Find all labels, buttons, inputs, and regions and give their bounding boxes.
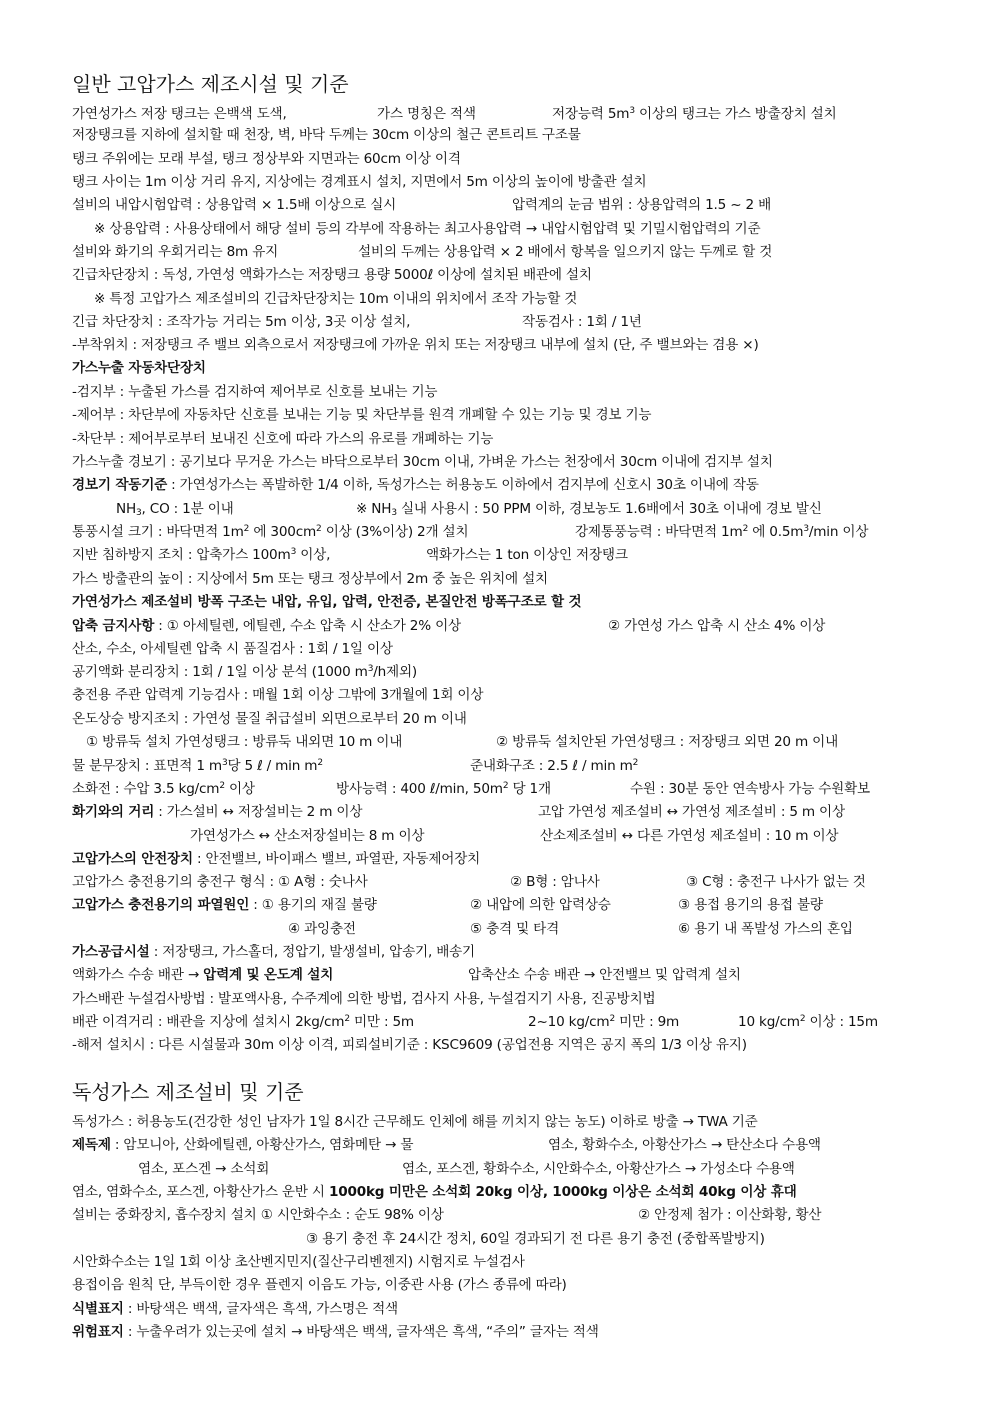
text: 2~10 kg/cm bbox=[528, 1014, 610, 1030]
text: 가스누출 자동차단장치 bbox=[72, 360, 206, 376]
text: 독성가스 : 허용농도(건강한 성인 남자가 1일 8시간 근무해도 인체에 해를 끼치지 않는 농도) 이하로 방출 → TWA 기준 bbox=[72, 1114, 758, 1130]
text: 염소, 포스겐 → 소석회 bbox=[138, 1161, 270, 1177]
text: 저장탱크를 지하에 설치할 때 천장, 벽, 바닥 두께는 30cm 이상의 철근 콘트리트 구조물 bbox=[72, 127, 581, 143]
line bbox=[94, 220, 760, 238]
text: : 가스설비 ↔ 저장설비는 2 m 이상 bbox=[154, 804, 363, 820]
line bbox=[72, 1160, 922, 1178]
text: 가스 방출관의 높이 : 지상에서 5m 또는 탱크 정상부에서 2m 중 높은 위치에 설치 bbox=[72, 571, 548, 587]
line bbox=[72, 523, 922, 541]
text: ※ NH bbox=[356, 501, 392, 517]
line bbox=[72, 1206, 922, 1224]
bold-line bbox=[72, 593, 581, 611]
text: ⑥ 용기 내 폭발성 가스의 혼입 bbox=[678, 921, 853, 937]
text: 온도상승 방지조치 : 가연성 물질 취급설비 외면으로부터 20 m 이내 bbox=[72, 711, 467, 727]
text: 탱크 주위에는 모래 부설, 탱크 정상부와 지면과는 60cm 이상 이격 bbox=[72, 151, 461, 167]
bold-label: 위험표지 bbox=[72, 1324, 124, 1340]
text: ③ 용접 용기의 용접 불량 bbox=[678, 897, 823, 913]
line bbox=[72, 383, 437, 401]
superscript: 2 bbox=[316, 524, 322, 534]
line bbox=[72, 1136, 922, 1154]
text: : 누출우려가 있는곳에 설치 → 바탕색은 백색, 글자색은 흑색, “주의” 글자는 적색 bbox=[123, 1324, 599, 1340]
line bbox=[72, 1183, 797, 1201]
text: ① 방류둑 설치 가연성탱크 : 방류둑 내외면 10 m 이내 bbox=[86, 734, 403, 750]
subscript: 3 bbox=[391, 508, 397, 518]
text: 설비는 중화장치, 흡수장치 설치 ① 시안화수소 : 순도 98% 이상 bbox=[72, 1207, 444, 1223]
text: 설비의 두께는 상용압력 × 2 배에서 항복을 일으키지 않는 두께로 할 것 bbox=[358, 244, 773, 260]
text: 실내 사용시 : 50 PPM 이하, 경보농도 1.6배에서 30초 이내에 경보 발신 bbox=[396, 501, 822, 517]
text: 에 300cm bbox=[249, 524, 317, 540]
line bbox=[72, 1113, 758, 1131]
text: 미만 : 5m bbox=[349, 1014, 414, 1030]
bold-text: 1000kg 미만은 소석회 20kg 이상, 1000kg 이상은 소석회 40kg 이상 휴대 bbox=[328, 1184, 797, 1200]
text: 물 분무장치 : 표면적 1 m bbox=[72, 758, 222, 774]
text: : 바탕색은 백색, 글자색은 흑색, 가스명은 적색 bbox=[123, 1301, 398, 1317]
line bbox=[72, 126, 581, 144]
line bbox=[94, 290, 577, 308]
text: NH bbox=[116, 501, 136, 517]
line bbox=[72, 1013, 922, 1031]
text: 가스배관 누설검사방법 : 발포액사용, 수주계에 의한 방법, 검사지 사용, 누설검지기 사용, 진공방치법 bbox=[72, 991, 656, 1007]
text: 이상 bbox=[224, 781, 255, 797]
text: 설비와 화기의 우회거리는 8m 유지 bbox=[72, 244, 279, 260]
bold-label: 가스공급시설 bbox=[72, 944, 150, 960]
line bbox=[72, 757, 922, 775]
text: : 암모니아, 산화에틸렌, 아황산가스, 염화메탄 → 물 bbox=[110, 1137, 414, 1153]
text: 10 kg/cm bbox=[738, 1014, 800, 1030]
text: 산소제조설비 ↔ 다른 가연성 제조설비 : 10 m 이상 bbox=[540, 828, 839, 844]
line bbox=[72, 105, 922, 123]
text: ② 내압에 의한 압력상승 bbox=[470, 897, 611, 913]
line bbox=[72, 476, 759, 494]
text: 가연성가스 저장 탱크는 은백색 도색, bbox=[72, 106, 287, 122]
text: 이상 (3%이상) 2개 설치 bbox=[321, 524, 469, 540]
text: 고압가스 충전용기의 충전구 형식 : ① A형 : 숫나사 bbox=[72, 874, 368, 890]
text: 이상, bbox=[296, 547, 331, 563]
subscript: 3 bbox=[136, 508, 142, 518]
superscript: 3 bbox=[290, 547, 297, 557]
text: 미만 : 9m bbox=[615, 1014, 680, 1030]
text: 강제통풍능력 : 바닥면적 1m bbox=[575, 524, 743, 540]
line bbox=[72, 827, 922, 845]
text: 이상 : 15m bbox=[805, 1014, 878, 1030]
bold-label: 경보기 작동기준 bbox=[72, 477, 168, 493]
line bbox=[72, 266, 592, 284]
line bbox=[72, 430, 493, 448]
line bbox=[72, 196, 922, 214]
text: : 저장탱크, 가스홀더, 정압기, 발생설비, 압송기, 배송기 bbox=[149, 944, 475, 960]
line bbox=[72, 686, 483, 704]
bold-label: 화기와의 거리 bbox=[72, 804, 155, 820]
text: 방사능력 : 400 ℓ/min, 50m bbox=[336, 781, 503, 797]
line bbox=[72, 1036, 747, 1054]
line bbox=[72, 990, 655, 1008]
line bbox=[72, 850, 480, 868]
text: : 가연성가스는 폭발하한 1/4 이하, 독성가스는 허용농도 이하에서 검지부에 신호시 30초 이내에 작동 bbox=[167, 477, 759, 493]
line bbox=[72, 453, 773, 471]
text: : 안전밸브, 바이패스 밸브, 파열판, 자동제어장치 bbox=[192, 851, 481, 867]
text: 시안화수소는 1일 1회 이상 초산벤지민지(질산구리벤젠지) 시험지로 누설검사 bbox=[72, 1254, 525, 1270]
line bbox=[72, 920, 922, 938]
text: 통풍시설 크기 : 바닥면적 1m bbox=[72, 524, 244, 540]
text: ② 가연성 가스 압축 시 산소 4% 이상 bbox=[608, 618, 826, 634]
superscript: 2 bbox=[219, 781, 225, 791]
line bbox=[306, 1230, 765, 1248]
text: : ① 아세틸렌, 에틸렌, 수소 압축 시 산소가 2% 이상 bbox=[154, 618, 461, 634]
text: 가스누출 경보기 : 공기보다 무거운 가스는 바닥으로부터 30cm 이내, 가벼운 가스는 천장에서 30cm 이내에 검지부 설치 bbox=[72, 454, 773, 470]
text: 탱크 사이는 1m 이상 거리 유지, 지상에는 경계표시 설치, 지면에서 5m 이상의 높이에 방출관 설치 bbox=[72, 174, 647, 190]
line bbox=[72, 733, 922, 751]
text: -차단부 : 제어부로부터 보내진 신호에 따라 가스의 유로를 개폐하는 기능 bbox=[72, 431, 494, 447]
text: 이상의 탱크는 가스 방출장치 설치 bbox=[634, 106, 837, 122]
line bbox=[72, 173, 646, 191]
superscript: 3 bbox=[367, 664, 374, 674]
text: 압력계의 눈금 범위 : 상용압력의 1.5 ~ 2 배 bbox=[512, 197, 772, 213]
text: 산소, 수소, 아세틸렌 압축 시 품질검사 : 1회 / 1일 이상 bbox=[72, 641, 393, 657]
bold-text: 압력계 및 온도계 설치 bbox=[203, 967, 334, 983]
line bbox=[72, 570, 548, 588]
line bbox=[72, 780, 922, 798]
line bbox=[72, 243, 922, 261]
bold-label: 고압가스의 안전장치 bbox=[72, 851, 193, 867]
text: 작동검사 : 1회 / 1년 bbox=[522, 314, 642, 330]
bold-label: 압축 금지사항 bbox=[72, 618, 155, 634]
text: 액화가스 수송 배관 → bbox=[72, 967, 204, 983]
line bbox=[72, 617, 922, 635]
text: ④ 과잉충전 bbox=[288, 921, 356, 937]
text: ⑤ 충격 및 타격 bbox=[470, 921, 560, 937]
line bbox=[72, 500, 922, 518]
line bbox=[72, 896, 922, 914]
superscript: 3 bbox=[629, 106, 635, 116]
section-title-toxic: 독성가스 제조설비 및 기준 bbox=[72, 1080, 304, 1104]
text: /h제외) bbox=[373, 664, 418, 680]
text: 고압 가연성 제조설비 ↔ 가연성 제조설비 : 5 m 이상 bbox=[538, 804, 845, 820]
text: 배관 이격거리 : 배관을 지상에 설치시 2kg/cm bbox=[72, 1014, 345, 1030]
text: : ① 용기의 재질 불량 bbox=[249, 897, 377, 913]
text: ③ 용기 충전 후 24시간 정치, 60일 경과되기 전 다른 용기 충전 (중합폭발방지) bbox=[306, 1231, 765, 1247]
text: -제어부 : 차단부에 자동차단 신호를 보내는 기능 및 차단부를 원격 개폐할 수 있는 기능 및 경보 기능 bbox=[72, 407, 652, 423]
section-title-general: 일반 고압가스 제조시설 및 기준 bbox=[72, 72, 349, 96]
bold-label: 식별표지 bbox=[72, 1301, 124, 1317]
line bbox=[72, 640, 393, 658]
text: ② 방류둑 설치안된 가연성탱크 : 저장탱크 외면 20 m 이내 bbox=[496, 734, 839, 750]
text: 충전용 주관 압력계 기능검사 : 매월 1회 이상 그밖에 3개월에 1회 이상 bbox=[72, 687, 484, 703]
superscript: 2 bbox=[609, 1014, 615, 1024]
text: 에 0.5m bbox=[748, 524, 804, 540]
line bbox=[72, 943, 475, 961]
line bbox=[72, 1323, 599, 1341]
text: 수원 : 30분 동안 연속방사 가능 수원확보 bbox=[630, 781, 870, 797]
text: 공기액화 분리장치 : 1회 / 1일 이상 분석 (1000 m bbox=[72, 664, 368, 680]
text: ※ 특정 고압가스 제조설비의 긴급차단장치는 10m 이내의 위치에서 조작 가능할 것 bbox=[94, 291, 578, 307]
text: 용접이음 원칙 단, 부득이한 경우 플렌지 이음도 가능, 이중관 사용 (가스 종류에 따라) bbox=[72, 1277, 567, 1293]
line bbox=[72, 406, 651, 424]
line bbox=[72, 150, 461, 168]
text: ※ 상용압력 : 사용상태에서 해당 설비 등의 각부에 작용하는 최고사용압력 → 내압시험압력 및 기밀시험압력의 기준 bbox=[94, 221, 761, 237]
superscript: 3 bbox=[221, 758, 228, 768]
line bbox=[72, 663, 417, 681]
text: 저장능력 5m bbox=[552, 106, 630, 122]
text: 당 1개 bbox=[508, 781, 551, 797]
text: ② 안정제 첨가 : 이산화황, 황산 bbox=[638, 1207, 822, 1223]
line bbox=[72, 313, 922, 331]
text: -검지부 : 누출된 가스를 검지하여 제어부로 신호를 보내는 기능 bbox=[72, 384, 438, 400]
text: 당 5 ℓ / min m bbox=[227, 758, 318, 774]
superscript: 2 bbox=[632, 758, 639, 768]
text: 가연성가스 ↔ 산소저장설비는 8 m 이상 bbox=[190, 828, 425, 844]
text: 가연성가스 제조설비 방폭 구조는 내압, 유입, 압력, 안전증, 본질안전 방폭구조로 할 것 bbox=[72, 594, 582, 610]
text: -해저 설치시 : 다른 시설물과 30m 이상 이격, 피뢰설비기준 : KSC9609 (공업전용 지역은 공지 폭의 1/3 이상 유지) bbox=[72, 1037, 747, 1053]
text: -부착위치 : 저장탱크 주 밸브 외측으로서 저장탱크에 가까운 위치 또는 저장탱크 내부에 설치 (단, 주 밸브와는 겸용 ×) bbox=[72, 337, 759, 353]
line bbox=[72, 710, 467, 728]
superscript: 2 bbox=[799, 1014, 806, 1024]
line bbox=[72, 1300, 398, 1318]
superscript: 2 bbox=[243, 524, 250, 534]
bold-label: 제독제 bbox=[72, 1137, 111, 1153]
superscript: 2 bbox=[742, 524, 749, 534]
line bbox=[72, 1253, 525, 1271]
text: 염소, 황화수소, 아황산가스 → 탄산소다 수용액 bbox=[548, 1137, 821, 1153]
bold-label: 고압가스 충전용기의 파열원인 bbox=[72, 897, 250, 913]
text: 염소, 염화수소, 포스겐, 아황산가스 운반 시 bbox=[72, 1184, 329, 1200]
line bbox=[72, 336, 759, 354]
text: 설비의 내압시험압력 : 상용압력 × 1.5배 이상으로 실시 bbox=[72, 197, 397, 213]
subheading bbox=[72, 359, 206, 377]
line bbox=[72, 873, 922, 891]
text: 긴급차단장치 : 독성, 가연성 액화가스는 저장탱크 용량 5000ℓ 이상에 설치된 배관에 설치 bbox=[72, 267, 592, 283]
text: 준내화구조 : 2.5 ℓ / min m bbox=[470, 758, 633, 774]
text: 지반 침하방지 조치 : 압축가스 100m bbox=[72, 547, 291, 563]
text: , CO : 1분 이내 bbox=[141, 501, 234, 517]
text: ② B형 : 암나사 bbox=[510, 874, 600, 890]
text: /min 이상 bbox=[808, 524, 869, 540]
text: 긴급 차단장치 : 조작가능 거리는 5m 이상, 3곳 이상 설치, bbox=[72, 314, 411, 330]
superscript: 2 bbox=[344, 1014, 350, 1024]
line bbox=[72, 966, 922, 984]
text: 소화전 : 수압 3.5 kg/cm bbox=[72, 781, 220, 797]
text: ③ C형 : 충전구 나사가 없는 것 bbox=[686, 874, 866, 890]
text: 액화가스는 1 ton 이상인 저장탱크 bbox=[426, 547, 628, 563]
line bbox=[72, 546, 922, 564]
superscript: 3 bbox=[803, 524, 809, 534]
text: 가스 명칭은 적색 bbox=[377, 106, 476, 122]
superscript: 2 bbox=[502, 781, 509, 791]
superscript: 2 bbox=[317, 758, 323, 768]
line bbox=[72, 1276, 567, 1294]
text: 염소, 포스겐, 황화수소, 시안화수소, 아황산가스 → 가성소다 수용액 bbox=[402, 1161, 795, 1177]
text: 압축산소 수송 배관 → 안전밸브 및 압력계 설치 bbox=[468, 967, 741, 983]
line bbox=[72, 803, 922, 821]
